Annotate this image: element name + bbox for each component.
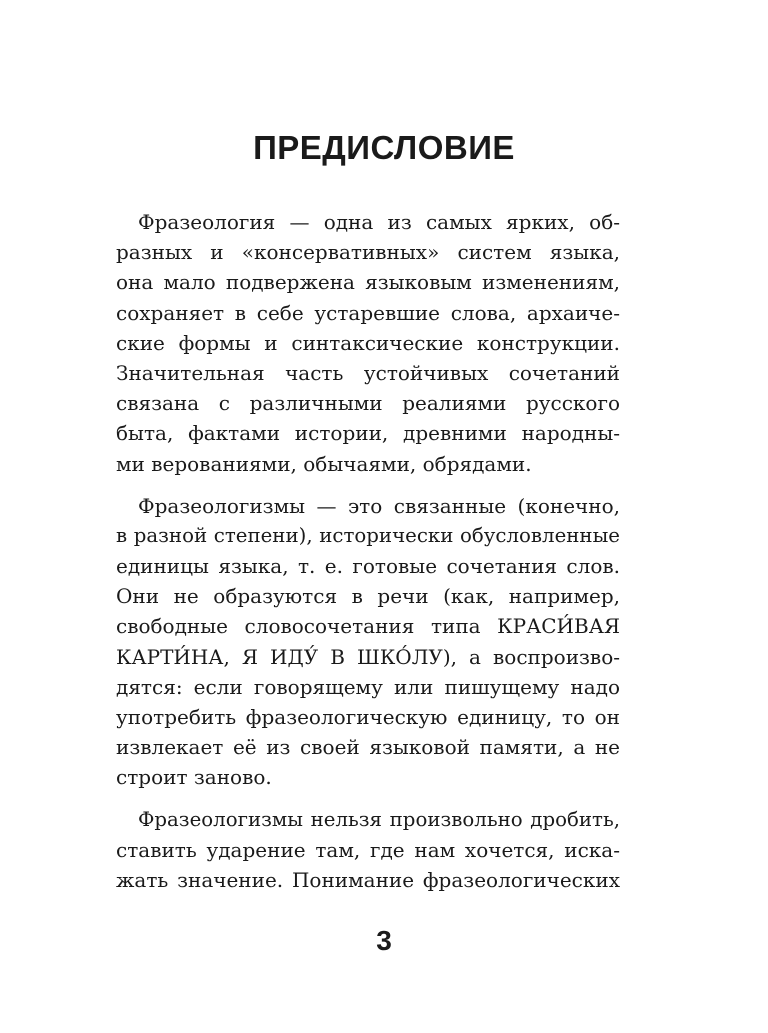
text-line: жать значение. Понимание фразеологических bbox=[116, 867, 620, 892]
text-line: ставить ударение там, где нам хочется, иска- bbox=[116, 837, 620, 862]
text-line: свободные словосочетания типа КРАСИ́ВАЯ bbox=[116, 614, 620, 639]
text-line: Фразеологизмы — это связанные (конечно, bbox=[138, 493, 620, 518]
text-line: дятся: если говорящему или пишущему надо bbox=[116, 674, 620, 699]
text-line: быта, фактами истории, древними народны- bbox=[116, 421, 620, 446]
text-line: ми верованиями, обычаями, обрядами. bbox=[116, 451, 532, 476]
text-line: ские формы и синтаксические конструкции. bbox=[116, 330, 620, 355]
text-line: строит заново. bbox=[116, 765, 272, 790]
text-line: Фразеологизмы нельзя произвольно дробить, bbox=[138, 807, 620, 831]
text-line: единицы языка, т. е. готовые сочетания слов. bbox=[116, 554, 620, 579]
text-line: сохраняет в себе устаревшие слова, архаиче- bbox=[116, 300, 620, 325]
text-line: в разной степени), исторически обусловленные bbox=[116, 523, 620, 547]
text-line: Значительная часть устойчивых сочетаний bbox=[116, 360, 620, 385]
text-line: Фразеология — одна из самых ярких, об- bbox=[138, 210, 620, 234]
text-line: связана с различными реалиями русского bbox=[116, 391, 620, 416]
paragraph-3 bbox=[116, 805, 620, 896]
page-title: ПРЕДИСЛОВИЕ bbox=[253, 129, 515, 166]
text-line: она мало подвержена языковым изменениям, bbox=[116, 270, 620, 295]
text-line: разных и «консервативных» систем языка, bbox=[116, 240, 620, 265]
text-line: извлекает её из своей языковой памяти, а не bbox=[116, 735, 620, 760]
paragraph-2 bbox=[116, 491, 620, 793]
page-number: 3 bbox=[376, 925, 392, 956]
text-line: употребить фразеологическую единицу, то он bbox=[116, 705, 620, 729]
preface-body bbox=[116, 207, 620, 895]
paragraph-1 bbox=[116, 207, 620, 479]
text-line: Они не образуются в речи (как, например, bbox=[116, 584, 620, 609]
text-line: КАРТИ́НА, Я ИДУ́ В ШКО́ЛУ), а воспроизво- bbox=[116, 644, 620, 669]
